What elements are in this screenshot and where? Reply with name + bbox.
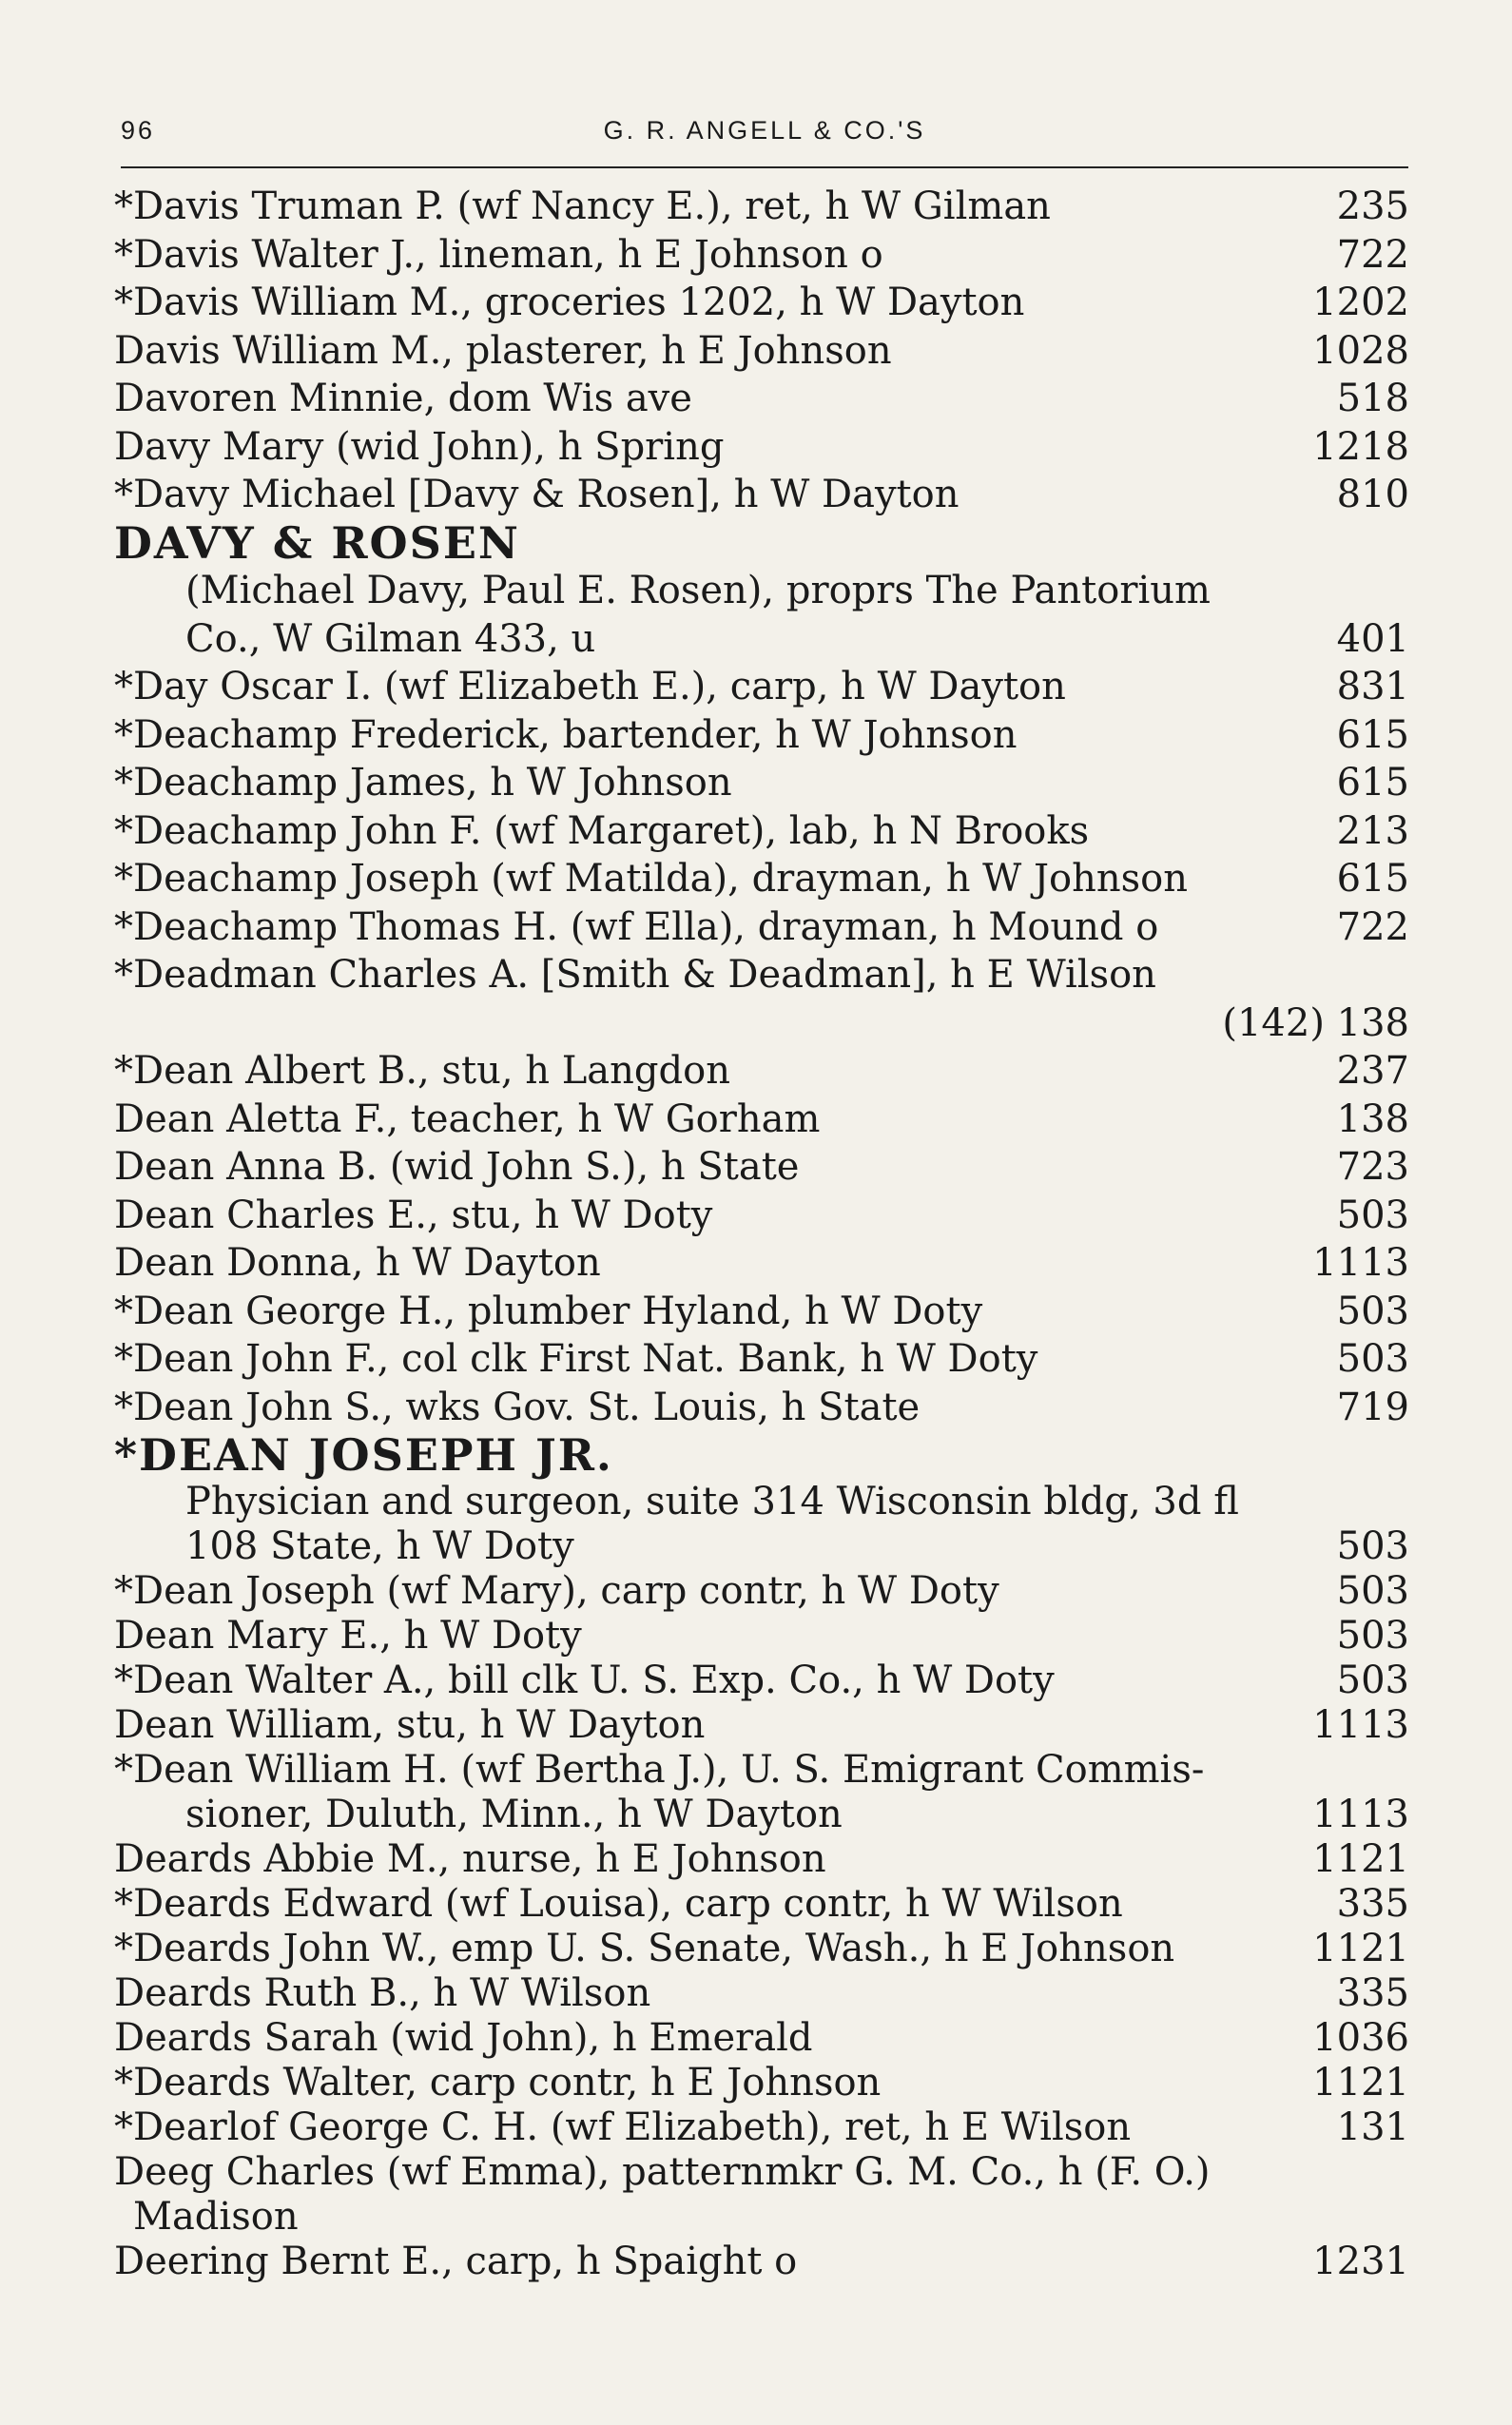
house-number: 503 [1336,1337,1409,1381]
house-number: 615 [1336,857,1409,901]
entry-text: *Deards John W., emp U. S. Senate, Wash., h E Johnson [114,1926,1175,1970]
entry-text: Dean Anna B. (wid John S.), h State [114,1145,800,1189]
entry-text: Dean Mary E., h W Doty [114,1613,582,1658]
entry-text: *Deachamp Frederick, bartender, h W Johnson [114,712,1018,757]
directory-line [114,1659,1409,1703]
entry-heading [114,1431,1409,1480]
directory-line [114,2195,1409,2240]
entry-text: Davis William M., plasterer, h E Johnson [114,328,892,373]
house-number: 131 [1336,2105,1409,2149]
entry-text: Deering Bernt E., carp, h Spaight o [114,2239,798,2283]
directory-line [114,183,1409,231]
directory-line [114,855,1409,903]
entry-text: Co., W Gilman 433, u [185,616,596,661]
directory-line [114,1927,1409,1971]
page-header [121,112,1408,160]
entry-text: Dean Donna, h W Dayton [114,1241,601,1285]
directory-line [114,951,1409,999]
house-number: 138 [1336,1096,1409,1141]
directory-line [114,2016,1409,2061]
house-number: 503 [1336,1523,1409,1568]
entry-text: *Davis William M., groceries 1202, h W Dayton [114,281,1025,324]
directory-line [114,1480,1409,1524]
house-number: 401 [1336,616,1409,661]
entry-text: *Deachamp John F. (wf Margaret), lab, h N Brooks [114,808,1090,853]
entry-text: Dean William, stu, h W Dayton [114,1702,706,1747]
house-number: 1218 [1312,424,1409,469]
directory-line [114,1143,1409,1192]
house-number: 335 [1336,1970,1409,2015]
house-number: 235 [1336,184,1409,228]
entry-text: Dean Aletta F., teacher, h W Gorham [114,1096,821,1141]
directory-line [114,1096,1409,1144]
directory-line [114,1837,1409,1882]
house-number: 1036 [1312,2015,1409,2060]
directory-line [114,1614,1409,1659]
house-number: 719 [1336,1385,1409,1429]
entry-text: Dean Charles E., stu, h W Doty [114,1193,713,1237]
directory-line [114,999,1409,1048]
page-number: 96 [121,116,156,145]
running-title: G. R. ANGELL & CO.'S [603,116,926,145]
house-number: 503 [1336,1289,1409,1333]
entry-text: Deeg Charles (wf Emma), patternmkr G. M. Co., h (F. O.) [114,2149,1211,2194]
entry-text: sioner, Duluth, Minn., h W Dayton [185,1792,843,1836]
directory-line [114,1335,1409,1384]
house-number: (142) 138 [1222,1000,1409,1045]
directory-line [114,327,1409,376]
directory-line [114,1288,1409,1336]
directory-line [114,423,1409,472]
house-number: 503 [1336,1658,1409,1702]
entry-text: 108 State, h W Doty [185,1523,574,1568]
directory-line [114,2240,1409,2284]
directory-line [114,471,1409,519]
entry-text: *Deachamp Joseph (wf Matilda), drayman, h W Johnson [114,857,1189,901]
house-number: 1113 [1312,1792,1409,1836]
entry-text: *Deachamp James, h W Johnson [114,761,732,805]
house-number: 615 [1336,712,1409,757]
entry-text: Deards Ruth B., h W Wilson [114,1970,651,2015]
directory-line [114,375,1409,423]
entry-text: Deards Abbie M., nurse, h E Johnson [114,1836,826,1881]
entry-heading [114,516,1409,569]
house-number: 503 [1336,1193,1409,1237]
entry-text: *Dean John S., wks Gov. St. Louis, h State [114,1385,921,1429]
heading-text: DAVY & ROSEN [114,516,520,569]
directory-line [114,807,1409,856]
entry-text: *Davis Truman P. (wf Nancy E.), ret, h W Gilman [114,184,1051,228]
entry-text: *Davis Walter J., lineman, h E Johnson o [114,232,883,277]
directory-line [114,759,1409,807]
directory-line [114,1192,1409,1240]
entry-text: Physician and surgeon, suite 314 Wisconsin bldg, 3d fl [185,1479,1239,1523]
heading-text: *DEAN JOSEPH JR. [114,1429,613,1481]
house-number: 722 [1336,904,1409,949]
directory-line [114,1703,1409,1748]
header-rule [121,166,1408,168]
directory-line [114,1793,1409,1837]
house-number: 1113 [1312,1241,1409,1285]
entry-text: Davoren Minnie, dom Wis ave [114,377,692,420]
directory-line [114,1239,1409,1288]
house-number: 503 [1336,1568,1409,1613]
entry-text: *Deards Walter, carp contr, h E Johnson [114,2060,882,2105]
entry-text: Davy Mary (wid John), h Spring [114,424,725,469]
directory-line [114,1748,1409,1793]
directory-line [114,1524,1409,1569]
house-number: 615 [1336,761,1409,805]
directory-line [114,615,1409,664]
directory-line [114,231,1409,280]
house-number: 810 [1336,473,1409,516]
directory-line [114,2061,1409,2105]
directory-line [114,1971,1409,2016]
entry-text: *Deadman Charles A. [Smith & Deadman], h E Wilson [114,953,1156,997]
directory-line [114,2105,1409,2150]
directory-line [114,711,1409,760]
directory-line [114,1882,1409,1927]
entry-text: *Deachamp Thomas H. (wf Ella), drayman, h Mound o [114,904,1159,949]
entry-text: *Deards Edward (wf Louisa), carp contr, h W Wilson [114,1881,1123,1926]
directory-line [114,279,1409,327]
entry-text: Deards Sarah (wid John), h Emerald [114,2015,813,2060]
house-number: 1121 [1312,1836,1409,1881]
house-number: 335 [1336,1881,1409,1926]
directory-line [114,903,1409,952]
entry-text: *Dean William H. (wf Bertha J.), U. S. Emigrant Commis- [114,1747,1205,1792]
house-number: 1121 [1312,1926,1409,1970]
house-number: 1231 [1312,2239,1409,2283]
directory-line [114,1384,1409,1432]
entry-text: *Davy Michael [Davy & Rosen], h W Dayton [114,473,960,516]
house-number: 831 [1336,665,1409,708]
entry-text: *Dean John F., col clk First Nat. Bank, h W Doty [114,1337,1038,1381]
directory-line [114,1569,1409,1614]
house-number: 1113 [1312,1702,1409,1747]
house-number: 213 [1336,808,1409,853]
house-number: 503 [1336,1613,1409,1658]
entry-text: *Dean Joseph (wf Mary), carp contr, h W Doty [114,1568,999,1613]
entry-text: (Michael Davy, Paul E. Rosen), proprs The Pantorium [185,569,1211,612]
entry-text: *Day Oscar I. (wf Elizabeth E.), carp, h W Dayton [114,665,1066,708]
directory-line [114,567,1409,615]
directory-entries [114,183,1409,2284]
entry-text: *Dean George H., plumber Hyland, h W Doty [114,1289,983,1333]
house-number: 237 [1336,1049,1409,1093]
house-number: 723 [1336,1145,1409,1189]
entry-text: Madison [133,2194,299,2239]
directory-line [114,2150,1409,2195]
entry-text: *Dean Walter A., bill clk U. S. Exp. Co., h W Doty [114,1658,1055,1702]
house-number: 518 [1336,377,1409,420]
house-number: 1121 [1312,2060,1409,2105]
entry-text: *Dean Albert B., stu, h Langdon [114,1049,730,1093]
house-number: 1028 [1312,328,1409,373]
house-number: 1202 [1312,281,1409,324]
house-number: 722 [1336,232,1409,277]
directory-line [114,1047,1409,1096]
directory-line [114,663,1409,711]
entry-text: *Dearlof George C. H. (wf Elizabeth), ret, h E Wilson [114,2105,1132,2149]
